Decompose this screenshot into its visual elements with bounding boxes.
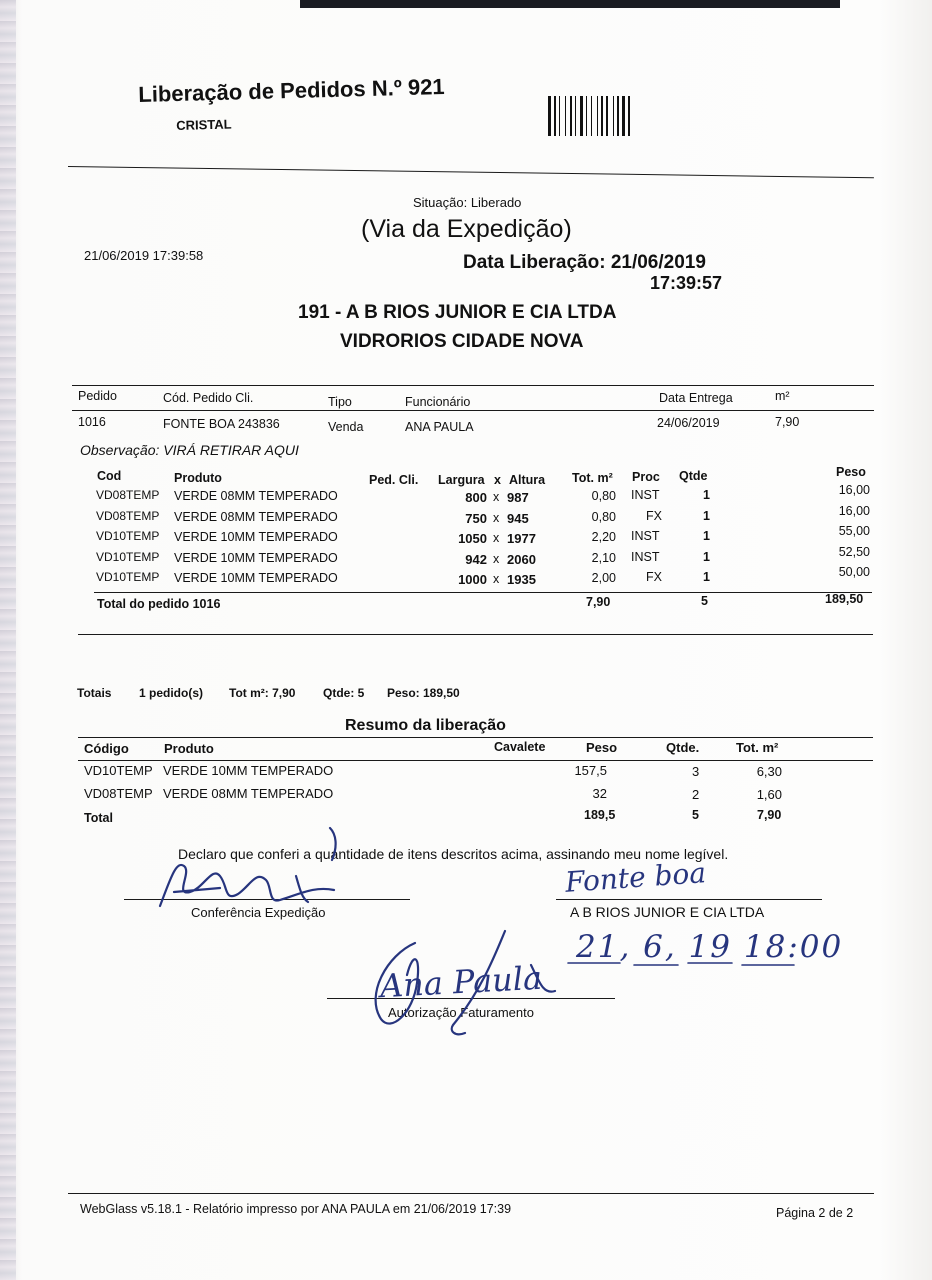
scan-edge (0, 0, 16, 1280)
item-qtde: 1 (703, 549, 710, 564)
item-qtde: 1 (703, 529, 710, 544)
item-largura: 1000 (458, 572, 487, 588)
barcode-bar (586, 96, 587, 136)
barcode-bar (606, 96, 608, 136)
items-header-largura: Largura (438, 473, 485, 487)
item-largura: 942 (465, 551, 487, 567)
items-header-proc: Proc (632, 470, 660, 484)
via-title: (Via da Expedição) (361, 215, 572, 243)
document-title: Liberação de Pedidos N.º 921 (138, 73, 445, 107)
item-produto: VERDE 10MM TEMPERADO (174, 571, 338, 586)
col-header-cod-pedido-cli: Cód. Pedido Cli. (163, 391, 254, 405)
barcode-bar (599, 96, 600, 136)
company-label: A B RIOS JUNIOR E CIA LTDA (570, 904, 765, 920)
status-text: Situação: Liberado (413, 195, 522, 210)
barcode-bar (570, 96, 572, 136)
barcode-bar (615, 96, 616, 136)
barcode-bar (613, 96, 614, 136)
items-header-ped-cli: Ped. Cli. (369, 473, 419, 487)
barcode-bar (601, 96, 603, 136)
barcode-bar (584, 96, 585, 136)
item-altura: 2060 (507, 551, 536, 567)
barcode-bar (580, 96, 583, 136)
summary-title: Resumo da liberação (345, 717, 506, 734)
barcode-bar (604, 96, 605, 136)
order-tipo: Venda (328, 420, 364, 434)
barcode-bar (631, 96, 632, 136)
item-proc: INST (631, 488, 660, 502)
summary-total-m2: 7,90 (757, 808, 782, 822)
order-data-entrega: 24/06/2019 (657, 416, 720, 430)
item-altura: 945 (507, 510, 529, 526)
handwritten-datetime: 21, 6, 19 18:00 (576, 929, 844, 965)
barcode-bar (554, 96, 556, 136)
footer-rule (68, 1193, 874, 1194)
barcode-bar (548, 96, 551, 136)
item-tot-m2: 0,80 (591, 489, 616, 503)
item-peso: 52,50 (838, 544, 870, 559)
items-header-altura: Altura (509, 473, 546, 487)
summary-qtde: 2 (692, 787, 700, 802)
client-project: VIDRORIOS CIDADE NOVA (340, 331, 584, 352)
release-date: Data Liberação: 21/06/2019 (463, 252, 706, 273)
order-header-rule (72, 410, 874, 411)
item-peso: 16,00 (838, 483, 870, 497)
item-proc: FX (646, 570, 662, 585)
barcode-bar (626, 96, 627, 136)
item-altura: 1935 (507, 572, 536, 588)
summary-tot-m2: 6,30 (756, 764, 782, 779)
items-total-label: Total do pedido 1016 (97, 597, 221, 611)
item-cod: VD08TEMP (96, 508, 160, 523)
item-produto: VERDE 08MM TEMPERADO (174, 509, 338, 524)
summary-header-rule (78, 760, 873, 761)
items-total-peso: 189,50 (825, 592, 864, 606)
barcode-bar (565, 96, 566, 136)
item-cod: VD10TEMP (96, 570, 160, 585)
items-header-cod: Cod (97, 469, 122, 483)
item-qtde: 1 (703, 488, 710, 502)
summary-produto: VERDE 10MM TEMPERADO (163, 763, 334, 778)
item-altura: 987 (507, 490, 529, 505)
barcode-bar (620, 96, 621, 136)
item-produto: VERDE 10MM TEMPERADO (174, 550, 338, 565)
barcode-bar (577, 96, 579, 136)
company-signature-line (556, 899, 822, 900)
barcode-bar (573, 96, 574, 136)
item-proc: INST (631, 549, 660, 564)
barcode-bar (609, 96, 612, 136)
handwritten-autorizacao: Ana Paula (379, 958, 543, 1006)
conferencia-label: Conferência Expedição (191, 905, 326, 920)
barcode-bar (622, 96, 625, 136)
barcode-bar (597, 96, 598, 136)
barcode-bar (575, 96, 576, 136)
item-proc: INST (631, 529, 660, 544)
item-qtde: 1 (703, 570, 710, 585)
item-peso: 55,00 (838, 524, 870, 539)
summary-qtde: 3 (692, 764, 700, 779)
item-largura: 750 (465, 510, 487, 526)
summary-top-rule (78, 737, 873, 738)
totals-m2: Tot m²: 7,90 (229, 686, 296, 700)
item-x: x (493, 551, 500, 566)
order-pedido: 1016 (78, 415, 106, 429)
col-header-funcionario: Funcionário (405, 395, 471, 409)
col-header-tipo: Tipo (328, 395, 352, 409)
col-header-m2: m² (775, 389, 790, 403)
scan-top-edge (300, 0, 840, 8)
barcode-bar (628, 96, 630, 136)
autorizacao-label: Autorização Faturamento (388, 1005, 534, 1020)
item-produto: VERDE 08MM TEMPERADO (174, 489, 338, 503)
order-cod-pedido-cli: FONTE BOA 243836 (163, 417, 280, 431)
barcode-bar (557, 96, 558, 136)
items-header-x: x (494, 473, 501, 487)
summary-header-codigo: Código (84, 741, 129, 756)
item-x: x (493, 572, 500, 587)
totals-pedidos: 1 pedido(s) (139, 686, 204, 700)
col-header-data-entrega: Data Entrega (659, 391, 733, 405)
footer-printed-by: WebGlass v5.18.1 - Relatório impresso por ANA PAULA em 21/06/2019 17:39 (80, 1202, 512, 1216)
item-qtde: 1 (703, 508, 710, 523)
order-m2: 7,90 (775, 415, 800, 429)
autorizacao-signature (355, 925, 565, 1045)
col-header-pedido: Pedido (78, 389, 117, 403)
item-tot-m2: 0,80 (591, 509, 616, 524)
declaration-text: Declaro que conferi a quantidade de itens descritos acima, assinando meu nome legível. (178, 846, 729, 862)
barcode-bar (588, 96, 590, 136)
summary-total-qtde: 5 (692, 808, 699, 822)
totals-label: Totais (77, 686, 112, 700)
item-altura: 1977 (507, 531, 536, 547)
item-tot-m2: 2,10 (591, 550, 616, 565)
handwritten-date-underline (556, 955, 816, 973)
order-observation: Observação: VIRÁ RETIRAR AQUI (80, 442, 299, 458)
item-produto: VERDE 10MM TEMPERADO (174, 530, 338, 545)
summary-tot-m2: 1,60 (756, 787, 782, 802)
barcode (548, 96, 670, 136)
summary-header-qtde: Qtde. (666, 740, 700, 755)
item-cod: VD10TEMP (96, 549, 160, 564)
item-peso: 50,00 (838, 565, 870, 580)
items-header-qtde: Qtde (679, 469, 708, 483)
item-largura: 800 (465, 490, 487, 505)
summary-codigo: VD10TEMP (84, 763, 153, 778)
summary-produto: VERDE 08MM TEMPERADO (163, 786, 334, 801)
item-tot-m2: 2,00 (591, 571, 616, 586)
footer-page-number: Página 2 de 2 (776, 1206, 854, 1220)
barcode-bar (591, 96, 592, 136)
barcode-bar (552, 96, 553, 136)
order-funcionario: ANA PAULA (405, 420, 474, 434)
totals-qtde: Qtde: 5 (323, 686, 365, 700)
conferencia-signature (140, 820, 360, 920)
barcode-bar (617, 96, 619, 136)
client-name: 191 - A B RIOS JUNIOR E CIA LTDA (298, 302, 617, 323)
order-top-rule (72, 385, 874, 386)
totals-peso: Peso: 189,50 (387, 686, 460, 700)
summary-peso: 157,5 (574, 763, 607, 778)
items-header-produto: Produto (174, 471, 222, 485)
item-proc: FX (646, 508, 662, 523)
items-header-tot-m2: Tot. m² (572, 471, 613, 485)
printed-datetime: 21/06/2019 17:39:58 (84, 248, 204, 263)
barcode-bar (593, 96, 596, 136)
barcode-bar (567, 96, 569, 136)
item-largura: 1050 (458, 531, 487, 547)
summary-header-peso: Peso (586, 740, 618, 755)
item-x: x (493, 510, 500, 525)
summary-peso: 32 (592, 786, 607, 801)
summary-header-cavalete: Cavalete (494, 740, 546, 754)
item-peso: 16,00 (838, 503, 870, 518)
document-subtitle: CRISTAL (176, 116, 232, 133)
item-cod: VD08TEMP (96, 488, 160, 502)
item-x: x (493, 490, 500, 504)
summary-codigo: VD08TEMP (84, 786, 153, 801)
item-x: x (493, 531, 500, 546)
items-header-peso: Peso (836, 465, 866, 479)
barcode-bar (561, 96, 564, 136)
handwritten-company: Fonte boa (564, 856, 707, 899)
item-tot-m2: 2,20 (591, 530, 616, 545)
items-total-qtde: 5 (701, 594, 708, 608)
release-time: 17:39:57 (650, 273, 723, 293)
summary-header-tot-m2: Tot. m² (736, 740, 779, 755)
summary-header-produto: Produto (164, 741, 214, 756)
items-total-m2: 7,90 (586, 595, 611, 609)
items-total-rule (94, 592, 872, 593)
barcode-bar (559, 96, 560, 136)
item-cod: VD10TEMP (96, 529, 160, 544)
items-bottom-rule (78, 634, 873, 635)
summary-total-label: Total (84, 811, 113, 825)
summary-total-peso: 189,5 (584, 808, 616, 822)
